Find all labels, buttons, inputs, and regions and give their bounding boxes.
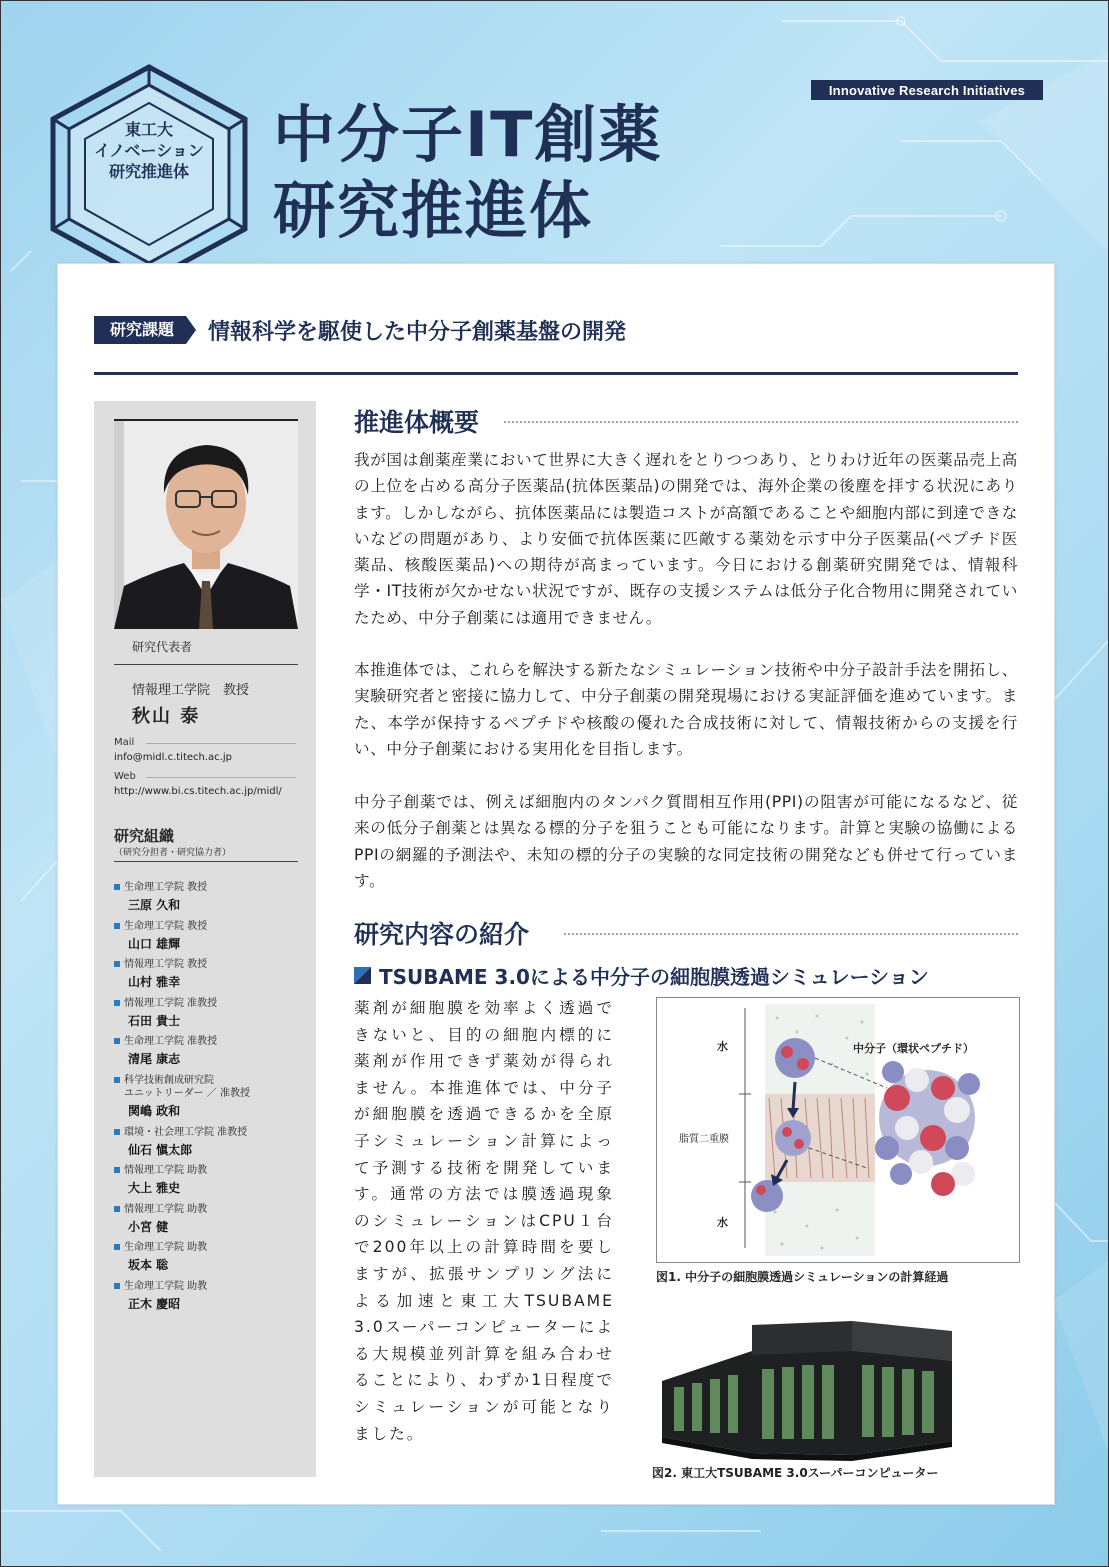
bullet-square-icon bbox=[114, 1167, 120, 1173]
research-heading: 研究内容の紹介 bbox=[354, 920, 530, 949]
overview-paragraph-3: 中分子創薬では、例えば細胞内のタンパク質間相互作用(PPI)の阻害が可能になるなど、従来の低分子創薬とは異なる標的分子を狙うことも可能になります。計算と実験の協働によるPPIの網羅的予測法や、未知の標的分子の実験的な同定技術の開発なども併せて行っています。 bbox=[354, 793, 1018, 890]
topic-text: 情報科学を駆使した中分子創薬基盤の開発 bbox=[208, 319, 627, 345]
member-item bbox=[114, 881, 310, 920]
research-body: 薬剤が細胞膜を効率よく透過できないと、目的の細胞内標的に薬剤が作用できず薬効が得られません。本推進体では、中分子が細胞膜を透過できるかを全原子シミュレーション計算によって予測する技術を開発しています。通常の方法では膜透過現象のシミュレーションはCPU１台で200年以上の計算時間を要しますが、拡張サンプリング法による加速と東工大TSUBAME 3.0スーパーコンピューターによる大規模並列計算を組み合わせることにより、わずか1日程度でシミュレーションが可能となりました。 bbox=[354, 999, 614, 1443]
tagline-badge: Innovative Research Initiatives bbox=[811, 80, 1043, 100]
title-line-1: 中分子IT創薬 bbox=[273, 98, 663, 171]
overview-paragraph-1: 我が国は創薬産業において世界に大きく遅れをとりつつあり、とりわけ近年の医薬品売上高の上位を占める高分子医薬品(抗体医薬品)の開発では、海外企業の後塵を拝する状況にあります。しかしながら、抗体医薬品には製造コストが高額であることや細胞内部に到達できないなどの問題があり、より安価で抗体医薬に匹敵する薬効を示す中分子医薬品(ペプチド医薬品、核酸医薬品)への期待が高まっています。今日における創薬研究開発では、情報科学・IT技術が欠かせない状況ですが、既存の支援システムは低分子化合物用に開発されていたため、中分子創薬には適用できません。 bbox=[354, 451, 1018, 627]
member-role: 情報理工学院 助教 bbox=[124, 1165, 208, 1176]
member-role: 環境・社会理工学院 准教授 bbox=[124, 1126, 248, 1138]
bullet-square-icon bbox=[114, 1000, 120, 1006]
divider bbox=[146, 777, 296, 778]
member-name: 正木 慶昭 bbox=[128, 1296, 181, 1311]
bullet-square-icon bbox=[114, 1129, 120, 1135]
portrait-photo bbox=[114, 419, 298, 629]
member-name: 清尾 康志 bbox=[128, 1052, 181, 1066]
emblem-line: 研究推進体 bbox=[108, 162, 189, 181]
content-panel bbox=[57, 263, 1055, 1505]
figure-membrane-simulation bbox=[656, 997, 1020, 1263]
member-role: 科学技術創成研究院 ユニットリーダー ／ 准教授 bbox=[124, 1074, 250, 1099]
member-item bbox=[114, 1164, 310, 1203]
member-role: 生命理工学院 教授 bbox=[124, 920, 208, 932]
organization-title: 研究組織 bbox=[114, 827, 175, 845]
member-name: 坂本 聡 bbox=[128, 1258, 169, 1272]
bullet-square-icon bbox=[114, 961, 120, 967]
member-item bbox=[114, 1203, 310, 1242]
member-name: 石田 貴士 bbox=[128, 1013, 181, 1028]
divider bbox=[94, 372, 1018, 375]
web-label: Web bbox=[114, 771, 136, 782]
member-name: 三原 久和 bbox=[128, 898, 181, 912]
square-bullet-icon bbox=[354, 967, 371, 984]
member-role: 生命理工学院 助教 bbox=[124, 1242, 208, 1253]
member-name: 大上 雅史 bbox=[128, 1181, 181, 1195]
label-water-bottom: 水 bbox=[717, 1216, 728, 1229]
member-item bbox=[114, 1035, 310, 1074]
research-topic bbox=[94, 316, 626, 344]
member-item bbox=[114, 1241, 310, 1280]
mail-address[interactable]: info@midl.c.titech.ac.jp bbox=[114, 752, 232, 763]
mail-label: Mail bbox=[114, 737, 135, 748]
figure-2-caption: 図2. 東工大TSUBAME 3.0スーパーコンピューター bbox=[652, 1466, 939, 1480]
member-name: 仙石 愼太郎 bbox=[128, 1142, 193, 1157]
supercomputer-illustration bbox=[652, 1321, 972, 1461]
bullet-square-icon bbox=[114, 1038, 120, 1044]
emblem-text bbox=[79, 119, 219, 182]
research-subheading bbox=[354, 961, 929, 990]
member-role: 生命理工学院 准教授 bbox=[124, 1036, 218, 1047]
affiliation: 情報理工学院 教授 bbox=[132, 683, 250, 698]
divider bbox=[564, 933, 1018, 935]
bullet-square-icon bbox=[114, 1077, 120, 1083]
member-item bbox=[114, 997, 310, 1036]
role-label: 研究代表者 bbox=[132, 640, 193, 654]
emblem-line: イノベーション bbox=[94, 141, 204, 160]
bullet-square-icon bbox=[114, 923, 120, 929]
member-name: 山村 雅幸 bbox=[128, 975, 181, 989]
label-molecule: 中分子（環状ペプチド） bbox=[853, 1042, 974, 1055]
overview-paragraph-2: 本推進体では、これらを解決する新たなシミュレーション技術や中分子設計手法を開拓し、実験研究者と密接に協力して、中分子創薬の開発現場における実証評価を進めています。また、本学が保持するペプチドや核酸の優れた合成技術に対して、情報技術からの支援を行い、中分子創薬における実用化を目指します。 bbox=[354, 661, 1018, 758]
divider bbox=[114, 861, 298, 862]
organization-subtitle: （研究分担者・研究協力者） bbox=[114, 848, 232, 858]
member-item bbox=[114, 1280, 310, 1319]
sidebar bbox=[94, 401, 316, 1477]
member-item bbox=[114, 920, 310, 959]
member-name: 山口 雄輝 bbox=[128, 936, 181, 951]
member-role: 情報理工学院 教授 bbox=[124, 959, 208, 970]
member-role: 生命理工学院 教授 bbox=[124, 882, 208, 893]
member-list bbox=[114, 881, 310, 1318]
person-icon bbox=[114, 421, 298, 629]
member-name: 小宮 健 bbox=[128, 1219, 169, 1234]
member-item bbox=[114, 1126, 310, 1165]
divider bbox=[504, 421, 1018, 423]
member-role: 生命理工学院 助教 bbox=[124, 1280, 208, 1292]
web-url[interactable]: http://www.bi.cs.titech.ac.jp/midl/ bbox=[114, 786, 282, 797]
label-lipid-bilayer: 脂質二重膜 bbox=[679, 1134, 729, 1145]
member-role: 情報理工学院 准教授 bbox=[124, 997, 218, 1009]
bullet-square-icon bbox=[114, 1206, 120, 1212]
page-title bbox=[273, 97, 662, 249]
overview-heading: 推進体概要 bbox=[354, 408, 480, 437]
bullet-square-icon bbox=[114, 884, 120, 890]
figure-1-caption: 図1. 中分子の細胞膜透過シミュレーションの計算経過 bbox=[656, 1270, 949, 1284]
bullet-square-icon bbox=[114, 1244, 120, 1250]
member-item bbox=[114, 958, 310, 997]
member-role: 情報理工学院 助教 bbox=[124, 1203, 208, 1215]
subheading-text: TSUBAME 3.0による中分子の細胞膜透過シミュレーション bbox=[379, 965, 929, 989]
emblem-line: 東工大 bbox=[124, 120, 173, 139]
title-line-2: 研究推進体 bbox=[273, 174, 594, 247]
member-item bbox=[114, 1074, 310, 1126]
bullet-square-icon bbox=[114, 1283, 120, 1289]
leader-name: 秋山 泰 bbox=[132, 706, 201, 727]
divider bbox=[114, 664, 298, 665]
member-name: 関嶋 政和 bbox=[128, 1103, 181, 1118]
topic-label: 研究課題 bbox=[94, 316, 186, 344]
divider bbox=[146, 743, 296, 744]
label-water-top: 水 bbox=[717, 1040, 728, 1053]
